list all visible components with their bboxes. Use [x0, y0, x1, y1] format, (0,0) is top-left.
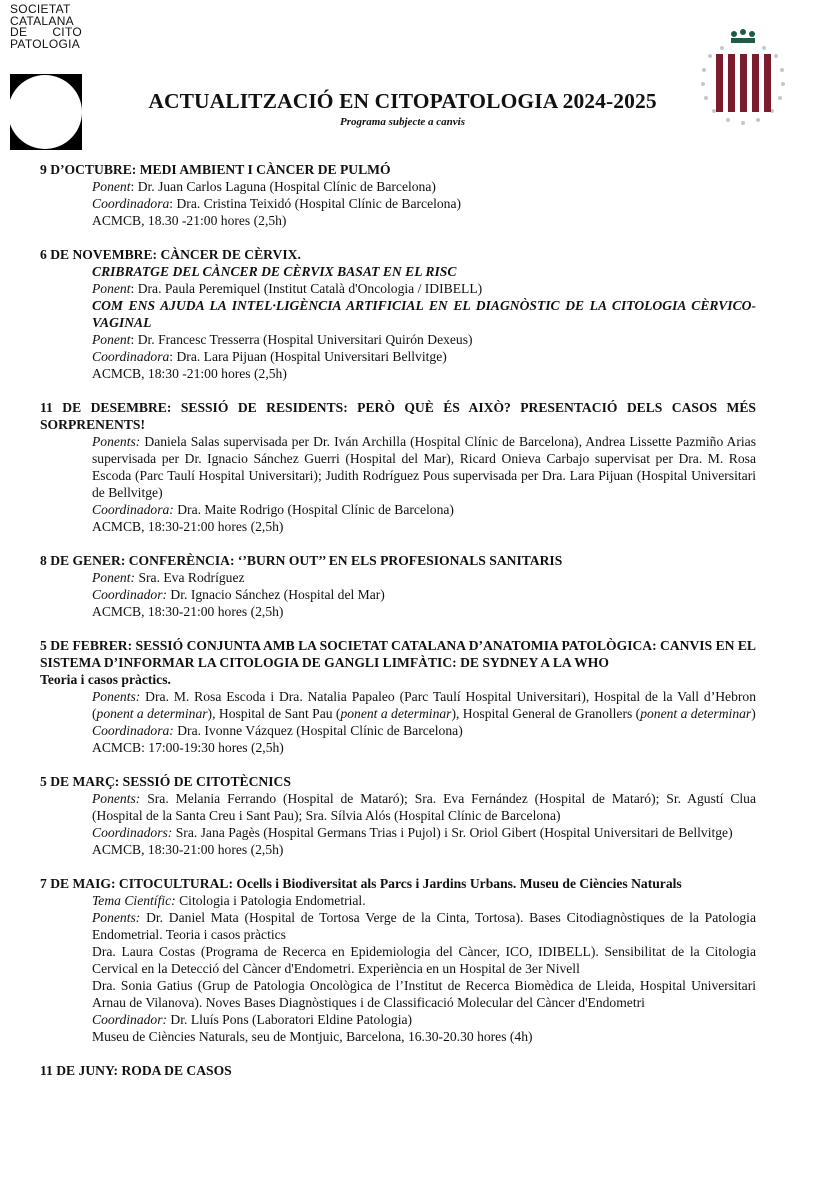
coordinator-text: Sra. Jana Pagès (Hospital Germans Trias i Pujol) i Sr. Oriol Gibert (Hospital Universitari de Bellvitge) [172, 825, 733, 840]
role-label: Ponent [92, 281, 131, 296]
topic-line [92, 892, 756, 909]
venue-time: ACMCB, 18:30 -21:00 hores (2,5h) [92, 366, 287, 381]
speaker-line [92, 331, 756, 348]
role-label: Coordinadors: [92, 825, 173, 840]
role-label: Ponents: [92, 791, 141, 806]
topic-text: Citologia i Patologia Endometrial. [175, 893, 366, 908]
session-title-extra: Teoria i casos pràctics. [40, 672, 171, 687]
session-title: 5 DE FEBRER: SESSIÓ CONJUNTA AMB LA SOCIETAT CATALANA D’ANATOMIA PATOLÒGICA: CANVIS EN EL SISTEMA D’INFORMAR LA CITOLOGIA DE GANGLI LIMFÀTIC: DE SYDNEY A LA WHO [40, 638, 756, 670]
speaker-text: : Dra. Paula Peremiquel (Institut Català d'Oncologia / IDIBELL) [130, 281, 483, 296]
speaker-line: Dra. Sonia Gatius (Grup de Patologia Oncològica de l’Institut de Recerca Biomèdica de Lleida, Hospital Universitari Arnau de Vilanova). Noves Bases Diagnòstiques i de Classificació Molecular del Càncer d'Endometri [92, 978, 756, 1010]
speaker-text: Sra. Melania Ferrando (Hospital de Mataró); Sra. Eva Fernández (Hospital de Mataró); Sr. Agustí Clua (Hospital de la Santa Creu i Sant Pau); Sra. Sílvia Alós (Hospital Clínic de Barcelona) [92, 791, 756, 823]
speaker-line [92, 569, 756, 586]
role-label: Ponent [92, 179, 131, 194]
speaker-text: : Dr. Francesc Tresserra (Hospital Universitari Quirón Dexeus) [130, 332, 473, 347]
speaker-line: Dra. Laura Costas (Programa de Recerca en Epidemiologia del Càncer, ICO, IDIBELL). Sensibilitat de la Citologia Cervical en la Detecció del Càncer d'Endometri. Experiència en un Hospital de 3er Nivell [92, 944, 756, 976]
session-title: 6 DE NOVEMBRE: CÀNCER DE CÈRVIX. [40, 247, 301, 262]
logo-word: PATOLOGIA [10, 36, 81, 51]
logo-word: SOCIETAT [10, 2, 71, 16]
coordinator-line [92, 195, 756, 212]
program-list [40, 161, 756, 1096]
role-label: Coordinadora: [92, 723, 174, 738]
session-title: 5 DE MARÇ: SESSIÓ DE CITOTÈCNICS [40, 774, 291, 789]
page-subtitle: Programa subjecte a canvis [340, 116, 465, 128]
coordinator-text: : Dra. Cristina Teixidó (Hospital Clínic de Barcelona) [169, 196, 462, 211]
session-october [40, 161, 756, 229]
talk-title: CRIBRATGE DEL CÀNCER DE CÈRVIX BASAT EN EL RISC [92, 264, 457, 279]
role-label: Coordinador: [92, 1012, 168, 1027]
role-label: Ponents: [92, 434, 141, 449]
venue-time: ACMCB, 18:30-21:00 hores (2,5h) [92, 604, 284, 619]
role-label: Coordinadora: [92, 502, 174, 517]
speaker-line [92, 433, 756, 501]
coordinator-text: Dr. Lluís Pons (Laboratori Eldine Patologia) [167, 1012, 413, 1027]
talk-title: COM ENS AJUDA LA INTEL·LIGÈNCIA ARTIFICIAL EN EL DIAGNÒSTIC DE LA CITOLOGIA CÈRVICO-VAGINAL [92, 298, 756, 330]
venue-time: Museu de Ciències Naturals, seu de Montjuic, Barcelona, 16.30-20.30 hores (4h) [92, 1029, 533, 1044]
coordinator-line [92, 824, 756, 841]
coordinator-text: Dra. Ivonne Vázquez (Hospital Clínic de Barcelona) [173, 723, 463, 738]
role-label: Coordinadora [92, 196, 170, 211]
speaker-line [92, 280, 756, 297]
role-label: Ponents: [92, 910, 141, 925]
speaker-line [92, 688, 756, 722]
role-label: Ponents: [92, 689, 141, 704]
session-title: 7 DE MAIG: CITOCULTURAL: Ocells i Biodiversitat als Parcs i Jardins Urbans. Museu de Ciències Naturals [40, 876, 682, 891]
speaker-text: ), Hospital General de Granollers ( [451, 706, 641, 721]
venue-time: ACMCB, 18:30-21:00 hores (2,5h) [92, 842, 284, 857]
speaker-text: Sra. Eva Rodríguez [135, 570, 245, 585]
speaker-text: Dr. Daniel Mata (Hospital de Tortosa Verge de la Cinta, Tortosa). Bases Citodiagnòstiques de la Patologia Endometrial. Teoria i casos pràctics [92, 910, 756, 942]
session-title: 9 D’OCTUBRE: MEDI AMBIENT I CÀNCER DE PULMÓ [40, 162, 391, 177]
coordinator-line [92, 501, 756, 518]
coordinator-line [92, 1011, 756, 1028]
session-june [40, 1062, 756, 1079]
venue-time: ACMCB, 18:30-21:00 hores (2,5h) [92, 519, 284, 534]
venue-time: ACMCB, 18.30 -21:00 hores (2,5h) [92, 213, 287, 228]
pending-speaker: ponent a determinar [340, 706, 452, 721]
session-december [40, 399, 756, 535]
session-january [40, 552, 756, 620]
speaker-line [92, 178, 756, 195]
session-may [40, 875, 756, 1045]
document-header [0, 89, 813, 128]
society-logo-text [10, 4, 82, 50]
speaker-text: ) [751, 706, 756, 721]
session-title: 11 DE JUNY: RODA DE CASOS [40, 1063, 232, 1078]
coordinator-line [92, 586, 756, 603]
coordinator-line [92, 348, 756, 365]
speaker-line [92, 909, 756, 943]
session-march [40, 773, 756, 858]
role-label: Ponent [92, 332, 131, 347]
venue-time: ACMCB: 17:00-19:30 hores (2,5h) [92, 740, 284, 755]
logo-word: CITO [52, 25, 82, 40]
coordinator-text: Dra. Maite Rodrigo (Hospital Clínic de Barcelona) [173, 502, 454, 517]
session-title: 11 DE DESEMBRE: SESSIÓ DE RESIDENTS: PERÒ QUÈ ÉS AIXÒ? PRESENTACIÓ DELS CASOS MÉS SORPRENENTS! [40, 400, 756, 432]
coordinator-text: : Dra. Lara Pijuan (Hospital Universitari Bellvitge) [169, 349, 447, 364]
session-november [40, 246, 756, 382]
role-label: Coordinador: [92, 587, 168, 602]
coordinator-text: Dr. Ignacio Sánchez (Hospital del Mar) [167, 587, 385, 602]
speaker-text: Dra. M. Rosa Escoda i Dra. Natalia Papaleo (Parc Taulí Hospital Universitari), Hospital de la Vall d’Hebron ( [92, 689, 756, 721]
logo-word: CATALANA [10, 13, 74, 28]
speaker-text: ), Hospital de Sant Pau ( [207, 706, 341, 721]
role-label: Tema Científic: [92, 893, 176, 908]
session-title: 8 DE GENER: CONFERÈNCIA: ‘’BURN OUT’’ EN ELS PROFESIONALS SANITARIS [40, 553, 563, 568]
page-title: ACTUALITZACIÓ EN CITOPATOLOGIA 2024-2025 [148, 89, 657, 113]
speaker-text: Daniela Salas supervisada per Dr. Iván Archilla (Hospital Clínic de Barcelona), Andrea Lissette Pazmiño Arias supervisada per Dr. Ignacio Sánchez Guerri (Hospital del Mar), Ricard Onieva Carbajo supervisat per Dra. M. Rosa Escoda (Parc Taulí Hospital Universitari); Judith Rodríguez Pous supervisada per Dra. Lara Pijuan (Hospital Universitari de Bellvitge) [92, 434, 756, 500]
role-label: Coordinadora [92, 349, 170, 364]
logo-word: DE [10, 25, 28, 40]
session-february [40, 637, 756, 756]
pending-speaker: ponent a determinar [640, 706, 752, 721]
speaker-text: : Dr. Juan Carlos Laguna (Hospital Clínic de Barcelona) [130, 179, 436, 194]
coordinator-line [92, 722, 756, 739]
role-label: Ponent: [92, 570, 136, 585]
pending-speaker: ponent a determinar [96, 706, 208, 721]
speaker-line [92, 790, 756, 824]
